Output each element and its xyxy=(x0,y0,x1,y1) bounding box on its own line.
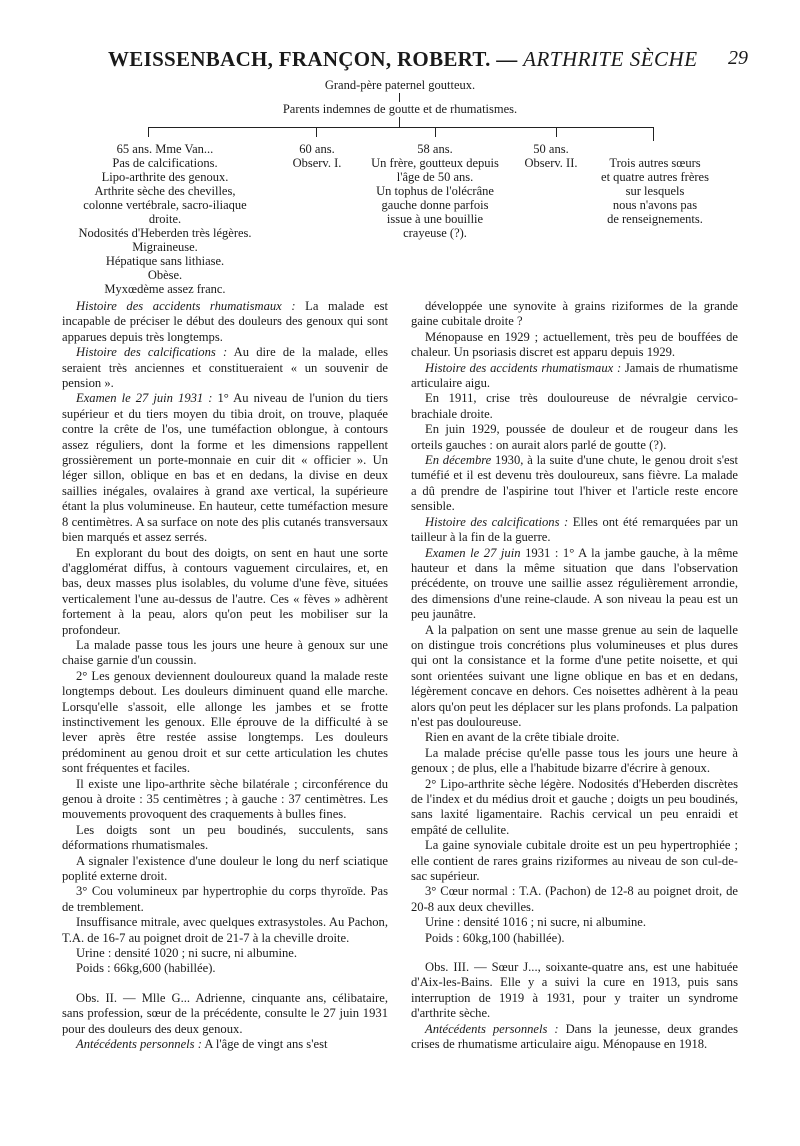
paragraph xyxy=(411,1022,738,1053)
family-tree xyxy=(0,78,800,296)
tree-line: 58 ans. xyxy=(417,142,453,156)
tree-line: sur lesquels xyxy=(625,184,685,198)
paragraph xyxy=(411,915,738,930)
tree-branch-line xyxy=(148,127,654,128)
tree-grandfather: Grand-père paternel goutteux. xyxy=(324,78,476,92)
tree-line: l'âge de 50 ans. xyxy=(396,170,474,184)
paragraph xyxy=(411,931,738,946)
paragraph-lead: En décembre xyxy=(425,453,492,468)
paragraph xyxy=(62,345,388,391)
paragraph-lead: Antécédents personnels : xyxy=(425,1021,559,1036)
tree-line: et quatre autres frères xyxy=(601,170,709,184)
paragraph xyxy=(62,777,388,823)
paragraph-text: 3° Cou volumineux par hypertrophie du corps thyroïde. Pas de tremblement. xyxy=(62,884,388,914)
paragraph xyxy=(62,391,388,545)
paragraph-text: Rien en avant de la crête tibiale droite. xyxy=(425,730,620,745)
tree-line: Lipo-arthrite des genoux. xyxy=(101,170,229,184)
tree-line: Migraineuse. xyxy=(132,240,198,254)
paragraph xyxy=(411,515,738,546)
tree-line: Trois autres sœurs xyxy=(609,156,701,170)
paragraph-text: Il existe une lipo-arthrite sèche bilatérale ; circonférence du genou à droite : 35 centimètres ; à gauche : 37 centimètres. Les mouvements provoquent des craquements à bulles fines. xyxy=(62,776,388,822)
tree-connector xyxy=(148,127,149,137)
paragraph xyxy=(62,884,388,915)
paragraph xyxy=(62,1037,388,1052)
paragraph-text: développée une synovite à grains riziformes de la grande gaine cubitale droite ? xyxy=(411,299,738,329)
paragraph-lead: Antécédents personnels : xyxy=(76,1037,202,1052)
tree-line: nous n'avons pas xyxy=(612,198,698,212)
paragraph xyxy=(411,299,738,330)
page-number: 29 xyxy=(728,47,748,69)
paragraph-lead: Examen le 27 juin 1931 : xyxy=(76,391,213,406)
paragraph xyxy=(411,391,738,422)
tree-child-3 xyxy=(352,142,518,240)
paragraph-text: Dans la jeunesse, deux grandes crises de rhumatisme articulaire aigu. Ménopause en 1918. xyxy=(411,1021,738,1052)
tree-connector xyxy=(435,127,436,137)
paragraph xyxy=(62,823,388,854)
paragraph xyxy=(411,838,738,884)
paragraph xyxy=(411,330,738,361)
tree-line: crayeuse (?). xyxy=(403,226,467,240)
paragraph-lead: Histoire des accidents rhumatismaux : xyxy=(76,299,296,313)
paragraph xyxy=(411,884,738,915)
tree-line: 60 ans. xyxy=(299,142,335,156)
tree-line: gauche donne parfois xyxy=(381,198,489,212)
tree-line: Arthrite sèche des chevilles, xyxy=(94,184,236,198)
paragraph xyxy=(62,946,388,961)
paragraph-text: La malade précise qu'elle passe tous les jours une heure à genoux ; de plus, elle a l'habitude bizarre d'écrire à genoux. xyxy=(411,745,738,776)
paragraph xyxy=(62,854,388,885)
tree-line: Hépatique sans lithiase. xyxy=(105,254,225,268)
tree-parents: Parents indemnes de goutte et de rhumatismes. xyxy=(282,102,518,116)
paragraph xyxy=(62,961,388,976)
left-column xyxy=(62,299,388,1053)
tree-line: Nodosités d'Heberden très légères. xyxy=(78,226,252,240)
paragraph-text: La malade est incapable de préciser le début des douleurs des genoux qui sont apparues depuis très longtemps. xyxy=(62,299,388,344)
page-title xyxy=(108,47,698,72)
title-topic: ARTHRITE SÈCHE xyxy=(523,47,698,71)
tree-child-5 xyxy=(580,156,730,226)
tree-connector xyxy=(399,117,400,127)
tree-line: Un frère, goutteux depuis xyxy=(371,156,499,170)
paragraph-text: Insuffisance mitrale, avec quelques extrasystoles. Au Pachon, T.A. de 16-7 au poignet droit de 21-7 à la cheville droite. xyxy=(62,915,388,945)
paragraph-text: En juin 1929, poussée de douleur et de rougeur dans les orteils gauches : on aurait alors parlé de goutte (?). xyxy=(411,422,738,452)
paragraph-text: Urine : densité 1016 ; ni sucre, ni albumine. xyxy=(425,915,647,930)
paragraph-text: La gaine synoviale cubitale droite est un peu hypertrophiée ; elle contient de rares grains riziformes au niveau de son cul-de-sac supérieur. xyxy=(411,838,738,884)
paragraph xyxy=(62,299,388,345)
tree-child-1 xyxy=(55,142,275,296)
paragraph-text: 2° Les genoux deviennent douloureux quand la malade reste longtemps debout. Les douleurs diminuent quand elle marche. Lorsqu'elle s'assoit, elle allonge les jambes et se frotte instinctivement les genoux. Elle éprouve de la difficulté à se lever après être restée assise longtemps. Les douleurs prédominent au genou droit et sur cette articulation les chutes sont fréquentes et faciles. xyxy=(62,668,388,776)
paragraph-text: 1° Au niveau de l'union du tiers supérieur et du tiers moyen du tibia droit, on trouve, plaquée contre la crête de l'os, une tuméfaction oblongue, à contours assez réguliers, dont la forme et les dimensions rappellent grossièrement un porte-monnaie en cuir dit « officier ». Un léger sillon, oblique en bas et en dedans, la divise en deux saillies inégales, ovalaires à grand axe vertical, la supérieure étant la plus volumineuse. En hauteur, cette tuméfaction mesure 8 centimètres. A sa surface on note des plis cutanés transversaux bien marqués et assez serrés. xyxy=(62,391,388,545)
paragraph xyxy=(411,730,738,745)
paragraph xyxy=(62,546,388,638)
tree-line: colonne vertébrale, sacro-iliaque xyxy=(83,198,247,212)
paragraph xyxy=(411,546,738,623)
title-authors: WEISSENBACH, FRANÇON, ROBERT. — xyxy=(108,47,518,71)
tree-line: droite. xyxy=(148,212,182,226)
paragraph-text: Obs. III. — Sœur J..., soixante-quatre ans, est une habituée d'Aix-les-Bains. Elle y a suivi la cure en 1913, puis sans interruption de 1919 à 1931, pour y traiter un syndrome d'arthrite sèche. xyxy=(411,960,738,1021)
paragraph-text: Poids : 60kg,100 (habillée). xyxy=(425,930,565,945)
paragraph-lead: Histoire des calcifications : xyxy=(425,514,569,529)
tree-connector xyxy=(556,127,557,137)
paragraph-lead: Histoire des calcifications : xyxy=(76,345,228,360)
paragraph-text: En 1911, crise très douloureuse de névralgie cervico-brachiale droite. xyxy=(411,391,738,421)
paragraph xyxy=(62,915,388,946)
tree-child-2 xyxy=(272,142,362,170)
tree-line: 65 ans. Mme Van... xyxy=(116,142,214,156)
running-header xyxy=(108,45,748,75)
paragraph-text: 1930, à la suite d'une chute, le genou droit s'est tuméfié et il est devenu très douloureux, sans fièvre. La malade a dû prendre de l'aspirine tout l'hiver et l'article reste encore sensible. xyxy=(411,453,738,514)
paragraph-text: A la palpation on sent une masse grenue au sein de laquelle on distingue trois concrétions plus volumineuses et plus dures qui ont la consistance et la forme d'une petite noisette, et qui sont orientées suivant une ligne oblique en bas et en dedans, légèrement concave en dehors. Ces noisettes adhèrent à la peau alors qu'on peut les déplacer sur les plans profonds. La palpation n'est pas douloureuse. xyxy=(411,622,738,729)
paragraph-text: A l'âge de vingt ans s'est xyxy=(201,1037,328,1052)
paragraph-text: En explorant du bout des doigts, on sent en haut une sorte d'agglomérat diffus, à contours vaguement circulaires, et, en bas, deux masses plus isolables, du volume d'une fève, situées verticalement l'une au-dessus de l'autre. Ces « fèves » adhèrent fortement à la peau, alors qu'on peut les mobiliser sur la profondeur. xyxy=(62,545,388,637)
paragraph xyxy=(62,669,388,777)
paragraph-text: 1931 : 1° A la jambe gauche, à la même hauteur et dans la même situation que dans l'observation précédente, on trouve une saillie assez régulièrement arrondie, des dimensions d'une reine-claude. A son niveau la peau est un peu jaunâtre. xyxy=(411,545,739,622)
paragraph xyxy=(411,777,738,839)
paragraph-text: Elles ont été remarquées par un tailleur à la fin de la guerre. xyxy=(411,514,739,545)
paragraph xyxy=(62,638,388,669)
paragraph-text: Jamais de rhumatisme articulaire aigu. xyxy=(411,360,738,391)
paragraph-text: 2° Lipo-arthrite sèche légère. Nodosités d'Heberden discrètes de l'index et du médius droit et gauche ; doigts un peu boudinés, sans laxité ligamentaire. Rachis cervical un peu enraidi et empâté de cellulite. xyxy=(411,776,738,837)
paragraph xyxy=(411,453,738,515)
tree-line: Pas de calcifications. xyxy=(112,156,218,170)
right-column xyxy=(411,299,738,1053)
paragraph-lead: Examen le 27 juin xyxy=(425,545,521,560)
tree-line: Observ. II. xyxy=(524,156,578,170)
paragraph-text: Poids : 66kg,600 (habillée). xyxy=(76,961,216,976)
paragraph-text: 3° Cœur normal : T.A. (Pachon) de 12-8 au poignet droit, de 20-8 aux deux chevilles. xyxy=(411,884,738,914)
tree-line: 50 ans. xyxy=(533,142,569,156)
paragraph-text: Urine : densité 1020 ; ni sucre, ni albumine. xyxy=(76,946,298,961)
tree-line: Myxœdème assez franc. xyxy=(104,282,226,296)
tree-line: Un tophus de l'olécrâne xyxy=(376,184,494,198)
tree-connector xyxy=(399,93,400,102)
paragraph-text: Obs. II. — Mlle G... Adrienne, cinquante ans, célibataire, sans profession, sœur de la précédente, consulte le 27 juin 1931 pour des douleurs des deux genoux. xyxy=(62,990,388,1036)
paragraph xyxy=(411,746,738,777)
tree-line: de renseignements. xyxy=(607,212,703,226)
paragraph xyxy=(62,991,388,1037)
tree-line: Observ. I. xyxy=(292,156,342,170)
tree-connector xyxy=(316,127,317,137)
tree-line: issue à une bouillie xyxy=(386,212,484,226)
paragraph xyxy=(411,361,738,392)
paragraph-text: Ménopause en 1929 ; actuellement, très peu de bouffées de chaleur. Un psoriasis discret est apparu depuis 1929. xyxy=(411,329,738,360)
paragraph-text: A signaler l'existence d'une douleur le long du nerf sciatique poplité externe droit. xyxy=(62,853,388,884)
paragraph xyxy=(411,422,738,453)
paragraph-text: Les doigts sont un peu boudinés, succulents, sans déformations rhumatismales. xyxy=(62,822,388,853)
paragraph-text: La malade passe tous les jours une heure à genoux sur une chaise garnie d'un coussin. xyxy=(62,637,388,668)
paragraph xyxy=(411,623,738,731)
paragraph-lead: Histoire des accidents rhumatismaux : xyxy=(425,360,622,375)
paragraph-text: Au dire de la malade, elles seraient très anciennes et constitueraient « un souvenir de pension ». xyxy=(62,345,389,391)
tree-line: Obèse. xyxy=(147,268,183,282)
tree-connector xyxy=(653,127,654,141)
paragraph xyxy=(411,960,738,1022)
